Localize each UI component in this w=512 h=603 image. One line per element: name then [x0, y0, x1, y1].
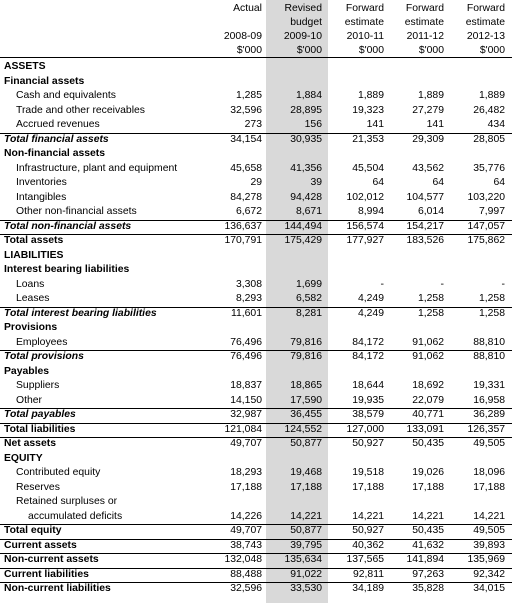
- cell-revised: 6,582: [295, 293, 322, 304]
- cell-actual: 18,837: [230, 380, 262, 391]
- cell-forward3: 35,776: [473, 162, 505, 174]
- table-row: [0, 394, 512, 409]
- cell-actual: 38,743: [230, 539, 262, 551]
- cell-forward3: 434: [487, 119, 505, 130]
- row-label: Non-current assets: [4, 554, 99, 565]
- cell-forward2: 91,062: [412, 351, 444, 362]
- header-row-4: [0, 44, 512, 58]
- cell-forward2: 29,309: [412, 133, 444, 145]
- cell-actual: 273: [244, 119, 262, 130]
- cell-forward2: 6,014: [417, 206, 444, 217]
- cell-forward3: 64: [493, 177, 505, 188]
- header-col-forward3-line2: estimate: [465, 17, 505, 28]
- cell-actual: 76,496: [230, 336, 262, 348]
- cell-forward3: 88,810: [473, 336, 505, 348]
- table-row: [0, 176, 512, 191]
- cell-forward3: 18,096: [473, 467, 505, 478]
- row-label: Contributed equity: [16, 467, 101, 478]
- cell-forward2: 17,188: [412, 481, 444, 493]
- cell-revised: 28,895: [290, 104, 322, 116]
- cell-actual: 32,596: [230, 583, 262, 594]
- table-row: [0, 582, 512, 597]
- cell-revised: 175,429: [284, 235, 322, 246]
- cell-forward1: 50,927: [352, 438, 384, 449]
- header-col-forward2-line2: estimate: [404, 17, 444, 28]
- header-col-actual-unit: $'000: [236, 45, 262, 56]
- header-col-actual-line1: Actual: [233, 3, 262, 14]
- cell-forward1: 19,518: [352, 467, 384, 478]
- row-label: Provisions: [4, 322, 58, 333]
- table-row: [0, 379, 512, 394]
- table-row: [0, 437, 512, 452]
- cell-actual: 170,791: [224, 235, 262, 246]
- row-label: Retained surpluses or: [16, 496, 118, 507]
- row-label: Payables: [4, 365, 50, 377]
- header-col-forward3-year: 2012-13: [466, 31, 505, 42]
- cell-forward1: 156,574: [346, 220, 384, 232]
- cell-actual: 76,496: [230, 351, 262, 362]
- cell-forward2: 183,526: [406, 235, 444, 246]
- cell-forward2: 91,062: [412, 336, 444, 348]
- cell-actual: 8,293: [235, 293, 262, 304]
- cell-forward3: 16,958: [473, 394, 505, 406]
- cell-forward3: 19,331: [473, 380, 505, 391]
- cell-revised: 17,590: [290, 394, 322, 406]
- table-row: [0, 307, 512, 322]
- cell-forward3: 1,889: [478, 90, 505, 101]
- cell-forward1: 177,927: [346, 235, 384, 246]
- cell-revised: 36,455: [290, 409, 322, 420]
- row-label: Total assets: [4, 235, 64, 246]
- cell-revised: 50,877: [290, 525, 322, 536]
- table-row: [0, 452, 512, 467]
- row-label: Inventories: [16, 177, 67, 188]
- cell-forward2: 40,771: [412, 409, 444, 420]
- cell-forward1: 8,994: [357, 206, 384, 217]
- cell-forward1: 84,172: [352, 351, 384, 362]
- cell-forward3: 1,258: [478, 293, 505, 304]
- table-row: [0, 205, 512, 220]
- row-label: Current assets: [4, 539, 77, 551]
- table-row: [0, 495, 512, 510]
- header-col-forward2-line1: Forward: [405, 3, 444, 14]
- cell-forward2: 19,026: [412, 467, 444, 478]
- cell-forward1: 1,889: [357, 90, 384, 101]
- table-row: [0, 263, 512, 278]
- row-label: Total payables: [4, 409, 76, 420]
- row-label: Trade and other receivables: [16, 104, 145, 116]
- cell-forward2: 43,562: [412, 162, 444, 174]
- cell-forward2: 104,577: [406, 191, 444, 203]
- header-col-forward1-unit: $'000: [358, 45, 384, 56]
- header-col-forward2-unit: $'000: [418, 45, 444, 56]
- cell-forward3: 34,015: [473, 583, 505, 594]
- cell-forward2: 154,217: [406, 220, 444, 232]
- cell-forward3: 49,505: [473, 438, 505, 449]
- cell-actual: 14,226: [230, 510, 262, 522]
- cell-forward1: 92,811: [352, 568, 384, 580]
- cell-actual: 32,596: [230, 104, 262, 116]
- header-col-forward2-year: 2011-12: [406, 31, 444, 42]
- header-col-forward1-line2: estimate: [344, 17, 384, 28]
- header-col-revised-unit: $'000: [296, 45, 322, 56]
- cell-forward3: 147,057: [467, 220, 505, 232]
- cell-revised: 19,468: [290, 467, 322, 478]
- cell-forward1: 14,221: [352, 510, 384, 522]
- row-label: Total equity: [4, 525, 62, 536]
- cell-forward1: 4,249: [357, 293, 384, 304]
- row-label: Suppliers: [16, 380, 60, 391]
- cell-forward1: 45,504: [352, 162, 384, 174]
- cell-actual: 29: [250, 177, 262, 188]
- cell-forward3: 36,289: [473, 409, 505, 420]
- table-row: [0, 365, 512, 380]
- header-col-actual-year: 2008-09: [223, 31, 262, 42]
- cell-actual: 88,488: [230, 568, 262, 580]
- table-body: [0, 60, 512, 597]
- row-label: Financial assets: [4, 75, 85, 87]
- table-row: [0, 423, 512, 438]
- table-row: [0, 133, 512, 148]
- cell-forward1: -: [380, 278, 384, 290]
- cell-forward3: 17,188: [473, 481, 505, 493]
- cell-revised: 135,634: [284, 554, 322, 565]
- cell-forward1: 127,000: [346, 423, 384, 435]
- cell-forward3: 175,862: [467, 235, 505, 246]
- cell-revised: 14,221: [290, 510, 322, 522]
- cell-actual: 1,285: [235, 90, 262, 101]
- cell-revised: 39: [310, 177, 322, 188]
- cell-revised: 30,935: [290, 133, 322, 145]
- cell-revised: 144,494: [284, 220, 322, 232]
- cell-forward2: 41,632: [412, 539, 444, 551]
- cell-forward1: 141: [366, 119, 384, 130]
- cell-forward3: 126,357: [467, 423, 505, 435]
- row-label: Total interest bearing liabilities: [4, 307, 157, 319]
- cell-forward2: 133,091: [406, 423, 444, 435]
- row-label: Net assets: [4, 438, 56, 449]
- table-row: [0, 321, 512, 336]
- header-row-2: [0, 16, 512, 30]
- table-row: [0, 89, 512, 104]
- header-col-forward3-line1: Forward: [466, 3, 505, 14]
- row-label: Current liabilities: [4, 568, 89, 580]
- cell-forward1: 102,012: [346, 191, 384, 203]
- cell-revised: 50,877: [290, 438, 322, 449]
- cell-forward1: 19,935: [352, 394, 384, 406]
- row-label: ASSETS: [4, 61, 46, 72]
- cell-revised: 18,865: [290, 380, 322, 391]
- cell-actual: 49,707: [230, 525, 262, 536]
- cell-revised: 41,356: [290, 162, 322, 174]
- cell-forward2: 1,258: [417, 307, 444, 319]
- cell-revised: 79,816: [290, 336, 322, 348]
- cell-forward3: 92,342: [473, 568, 505, 580]
- row-label: Total non-financial assets: [4, 220, 132, 232]
- cell-forward3: 26,482: [473, 104, 505, 116]
- table-row: [0, 75, 512, 90]
- table-row: [0, 147, 512, 162]
- header-col-revised-year: 2009-10: [283, 31, 322, 42]
- header-row-1: [0, 2, 512, 16]
- header-col-forward1-line1: Forward: [345, 3, 384, 14]
- row-label: Total provisions: [4, 351, 84, 362]
- table-row: [0, 510, 512, 525]
- cell-forward1: 19,323: [352, 104, 384, 116]
- row-label: Employees: [16, 336, 68, 348]
- cell-forward3: 49,505: [473, 525, 505, 536]
- row-label: Other: [16, 394, 42, 406]
- cell-forward2: 18,692: [412, 380, 444, 391]
- table-row: [0, 104, 512, 119]
- table-row: [0, 481, 512, 496]
- row-label: accumulated deficits: [28, 510, 123, 522]
- row-label: EQUITY: [4, 452, 43, 464]
- cell-actual: 136,637: [224, 220, 262, 232]
- cell-forward2: 14,221: [412, 510, 444, 522]
- table-row: [0, 350, 512, 365]
- cell-forward3: 88,810: [473, 351, 505, 362]
- cell-forward1: 50,927: [352, 525, 384, 536]
- header-col-forward3-unit: $'000: [479, 45, 505, 56]
- cell-forward3: -: [501, 278, 505, 290]
- cell-forward2: -: [440, 278, 444, 290]
- table-row: [0, 336, 512, 351]
- cell-actual: 45,658: [230, 162, 262, 174]
- cell-revised: 17,188: [290, 481, 322, 493]
- cell-actual: 3,308: [235, 278, 262, 290]
- table-row: [0, 292, 512, 307]
- table-row: [0, 220, 512, 235]
- cell-forward2: 22,079: [412, 394, 444, 406]
- row-label: Cash and equivalents: [16, 90, 116, 101]
- table-row: [0, 539, 512, 554]
- cell-forward2: 27,279: [412, 104, 444, 116]
- cell-forward1: 21,353: [352, 133, 384, 145]
- cell-revised: 8,671: [295, 206, 322, 217]
- table-row: [0, 553, 512, 568]
- cell-forward1: 137,565: [346, 554, 384, 565]
- table-row: [0, 234, 512, 249]
- table-row: [0, 568, 512, 583]
- row-label: Infrastructure, plant and equipment: [16, 162, 178, 174]
- header-col-revised-line1: Revised: [284, 3, 322, 14]
- cell-actual: 84,278: [230, 191, 262, 203]
- cell-actual: 6,672: [235, 206, 262, 217]
- cell-forward1: 4,249: [357, 307, 384, 319]
- table-row: [0, 408, 512, 423]
- cell-revised: 124,552: [284, 423, 322, 435]
- cell-revised: 1,699: [295, 278, 322, 290]
- cell-forward1: 18,644: [352, 380, 384, 391]
- cell-forward2: 1,258: [417, 293, 444, 304]
- cell-forward3: 135,969: [467, 554, 505, 565]
- cell-revised: 39,795: [290, 539, 322, 551]
- table-row: [0, 524, 512, 539]
- cell-actual: 34,154: [230, 133, 262, 145]
- cell-forward2: 141,894: [406, 554, 444, 565]
- cell-forward3: 7,997: [478, 206, 505, 217]
- cell-forward2: 141: [426, 119, 444, 130]
- cell-actual: 18,293: [230, 467, 262, 478]
- row-label: Other non-financial assets: [16, 206, 137, 217]
- table-row: [0, 60, 512, 75]
- row-label: Non-financial assets: [4, 148, 106, 159]
- cell-forward1: 84,172: [352, 336, 384, 348]
- cell-forward2: 50,435: [412, 438, 444, 449]
- cell-revised: 94,428: [290, 191, 322, 203]
- row-label: Total financial assets: [4, 133, 109, 145]
- row-label: Total liabilities: [4, 423, 76, 435]
- header-col-revised-line2: budget: [290, 17, 322, 28]
- cell-forward3: 39,893: [473, 539, 505, 551]
- cell-forward3: 1,258: [478, 307, 505, 319]
- cell-revised: 1,884: [295, 90, 322, 101]
- cell-forward2: 35,828: [412, 583, 444, 594]
- row-label: Loans: [16, 278, 45, 290]
- cell-actual: 32,987: [230, 409, 262, 420]
- cell-forward1: 64: [372, 177, 384, 188]
- cell-forward3: 28,805: [473, 133, 505, 145]
- cell-forward3: 14,221: [473, 510, 505, 522]
- table-header: [0, 0, 512, 58]
- row-label: Interest bearing liabilities: [4, 264, 130, 275]
- row-label: Intangibles: [16, 191, 67, 203]
- cell-actual: 11,601: [230, 307, 262, 319]
- table-row: [0, 249, 512, 264]
- cell-forward3: 103,220: [467, 191, 505, 203]
- table-row: [0, 162, 512, 177]
- row-label: Reserves: [16, 481, 60, 493]
- cell-forward2: 64: [432, 177, 444, 188]
- cell-revised: 156: [304, 119, 322, 130]
- cell-forward1: 34,189: [352, 583, 384, 594]
- header-row-3: [0, 30, 512, 44]
- table-row: [0, 118, 512, 133]
- header-col-forward1-year: 2010-11: [346, 31, 384, 42]
- cell-revised: 8,281: [295, 307, 322, 319]
- cell-forward1: 17,188: [352, 481, 384, 493]
- cell-forward1: 38,579: [352, 409, 384, 420]
- cell-forward2: 50,435: [412, 525, 444, 536]
- table-row: [0, 191, 512, 206]
- cell-actual: 49,707: [230, 438, 262, 449]
- table-row: [0, 278, 512, 293]
- row-label: Accrued revenues: [16, 119, 100, 130]
- cell-forward1: 40,362: [352, 539, 384, 551]
- cell-actual: 17,188: [230, 481, 262, 493]
- cell-actual: 132,048: [224, 554, 262, 565]
- cell-actual: 14,150: [230, 394, 262, 406]
- row-label: Leases: [16, 293, 50, 304]
- cell-forward2: 1,889: [417, 90, 444, 101]
- cell-revised: 91,022: [290, 568, 322, 580]
- cell-revised: 33,530: [290, 583, 322, 594]
- cell-forward2: 97,263: [412, 568, 444, 580]
- header-divider: [0, 57, 512, 58]
- row-label: LIABILITIES: [4, 249, 64, 261]
- cell-revised: 79,816: [290, 351, 322, 362]
- table-row: [0, 466, 512, 481]
- row-label: Non-current liabilities: [4, 583, 111, 594]
- cell-actual: 121,084: [224, 423, 262, 435]
